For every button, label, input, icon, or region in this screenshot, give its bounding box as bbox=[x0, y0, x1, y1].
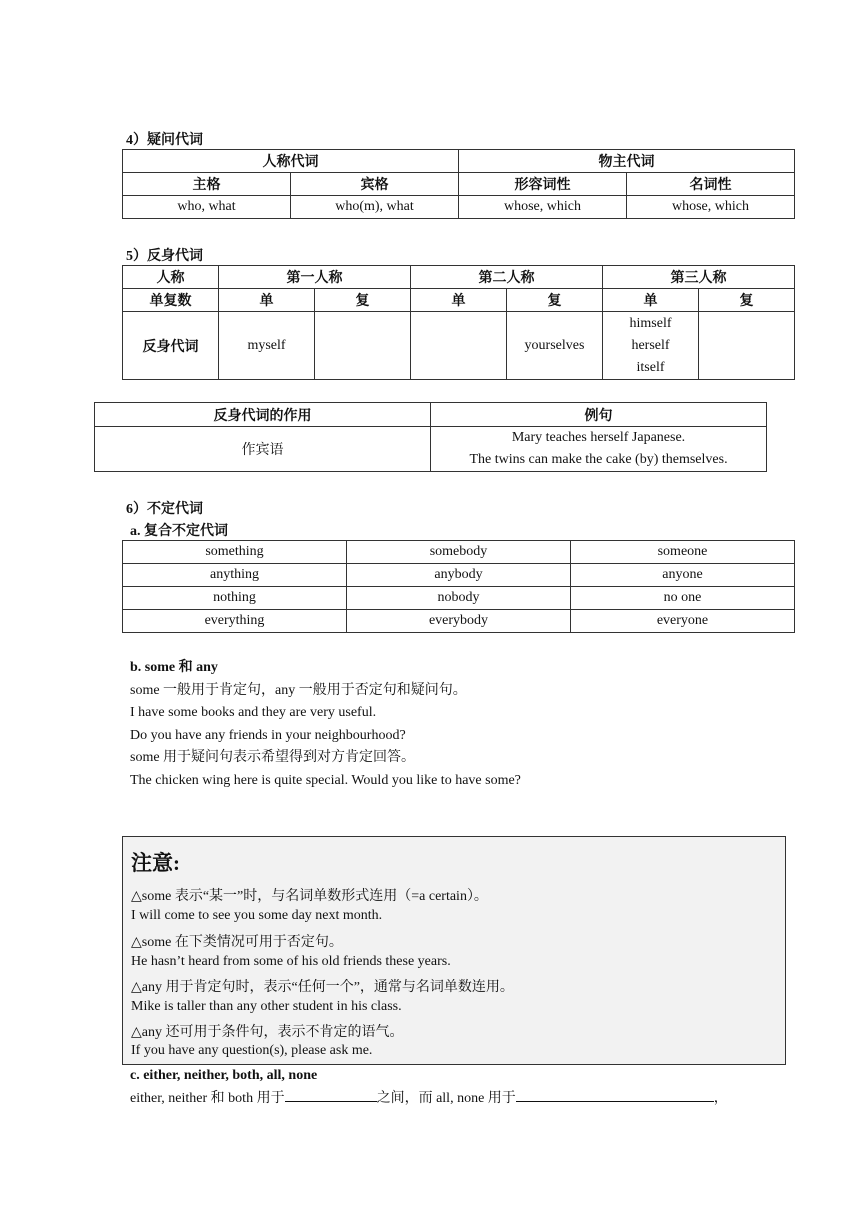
header-third-person: 第三人称 bbox=[603, 266, 795, 289]
table-cell: something bbox=[123, 541, 347, 564]
note-box bbox=[122, 836, 786, 1065]
some-any-heading: b. some 和 any bbox=[130, 660, 218, 675]
example-header: 例句 bbox=[431, 403, 767, 427]
col-header: 名词性 bbox=[627, 173, 795, 196]
body-line: some 一般用于肯定句，any 一般用于否定句和疑问句。 bbox=[130, 683, 467, 698]
compound-indefinite-table bbox=[122, 540, 795, 633]
example-line: The twins can make the cake (by) themselves. bbox=[469, 452, 728, 467]
note-title: 注意: bbox=[131, 851, 180, 875]
table-cell: no one bbox=[571, 587, 795, 610]
table-cell: myself bbox=[219, 312, 315, 380]
number-header: 单 bbox=[603, 289, 699, 312]
col-header: 形容词性 bbox=[459, 173, 627, 196]
table-cell: everything bbox=[123, 610, 347, 633]
table-cell: somebody bbox=[347, 541, 571, 564]
number-header: 单复数 bbox=[123, 289, 219, 312]
note-line: △some 表示“某一”时，与名词单数形式连用（=a certain）。 bbox=[131, 889, 488, 904]
interrogative-pronoun-table bbox=[122, 149, 795, 219]
section-c-heading: c. either, neither, both, all, none bbox=[130, 1068, 318, 1083]
row-label: 反身代词 bbox=[123, 312, 219, 380]
table-cell: anything bbox=[123, 564, 347, 587]
number-header: 复 bbox=[699, 289, 795, 312]
table-cell bbox=[699, 312, 795, 380]
usage-header: 反身代词的作用 bbox=[95, 403, 431, 427]
body-line: Do you have any friends in your neighbourhood? bbox=[130, 728, 406, 743]
number-header: 复 bbox=[315, 289, 411, 312]
table-cell: everyone bbox=[571, 610, 795, 633]
header-person: 人称 bbox=[123, 266, 219, 289]
table-cell: yourselves bbox=[507, 312, 603, 380]
reflexive-usage-table bbox=[94, 402, 767, 472]
table-cell: anybody bbox=[347, 564, 571, 587]
col-header: 宾格 bbox=[291, 173, 459, 196]
section5-heading: 5）反身代词 bbox=[126, 249, 203, 264]
header-second-person: 第二人称 bbox=[411, 266, 603, 289]
answer-blank-1[interactable] bbox=[285, 1087, 377, 1102]
fill-in-text: 之间，而 all, none 用于 bbox=[376, 1091, 516, 1106]
number-header: 复 bbox=[507, 289, 603, 312]
body-line: I have some books and they are very useful. bbox=[130, 705, 377, 720]
table-cell: who, what bbox=[123, 196, 291, 219]
col-header: 主格 bbox=[123, 173, 291, 196]
cell-line: itself bbox=[636, 359, 665, 375]
table-cell: everybody bbox=[347, 610, 571, 633]
cell-line: himself bbox=[629, 315, 672, 331]
table-cell: whose, which bbox=[459, 196, 627, 219]
cell-line: herself bbox=[631, 337, 670, 353]
group-header-personal: 人称代词 bbox=[123, 150, 459, 173]
table-cell bbox=[411, 312, 507, 380]
table-cell: whose, which bbox=[627, 196, 795, 219]
body-line: some 用于疑问句表示希望得到对方肯定回答。 bbox=[130, 750, 416, 765]
header-first-person: 第一人称 bbox=[219, 266, 411, 289]
table-cell: nothing bbox=[123, 587, 347, 610]
note-line: △any 用于肯定句时，表示“任何一个”，通常与名词单数连用。 bbox=[131, 980, 514, 995]
section4-heading: 4）疑问代词 bbox=[126, 133, 203, 148]
body-line: The chicken wing here is quite special. Would you like to have some? bbox=[130, 773, 521, 788]
number-header: 单 bbox=[219, 289, 315, 312]
section6-heading: 6）不定代词 bbox=[126, 502, 203, 517]
table-cell: anyone bbox=[571, 564, 795, 587]
table-cell-third-person-singular bbox=[603, 312, 699, 380]
fill-in-text: ， bbox=[713, 1091, 728, 1106]
section6-sub-a: a. 复合不定代词 bbox=[130, 524, 228, 539]
note-line: △any 还可用于条件句，表示不肯定的语气。 bbox=[131, 1025, 404, 1040]
group-header-possessive: 物主代词 bbox=[459, 150, 795, 173]
note-line: If you have any question(s), please ask me. bbox=[131, 1043, 373, 1058]
usage-examples bbox=[431, 427, 767, 472]
example-line: Mary teaches herself Japanese. bbox=[511, 430, 686, 445]
note-line: I will come to see you some day next month. bbox=[131, 908, 383, 923]
fill-in-text: either, neither 和 both 用于 bbox=[130, 1091, 285, 1106]
table-cell: nobody bbox=[347, 587, 571, 610]
table-cell: someone bbox=[571, 541, 795, 564]
table-cell: who(m), what bbox=[291, 196, 459, 219]
fill-in-line bbox=[130, 1087, 728, 1110]
usage-role: 作宾语 bbox=[95, 427, 431, 472]
table-cell bbox=[315, 312, 411, 380]
note-line: △some 在下类情况可用于否定句。 bbox=[131, 935, 343, 950]
number-header: 单 bbox=[411, 289, 507, 312]
reflexive-pronoun-table bbox=[122, 265, 795, 380]
note-line: Mike is taller than any other student in his class. bbox=[131, 999, 402, 1014]
answer-blank-2[interactable] bbox=[516, 1087, 714, 1102]
note-line: He hasn’t heard from some of his old friends these years. bbox=[131, 954, 451, 969]
